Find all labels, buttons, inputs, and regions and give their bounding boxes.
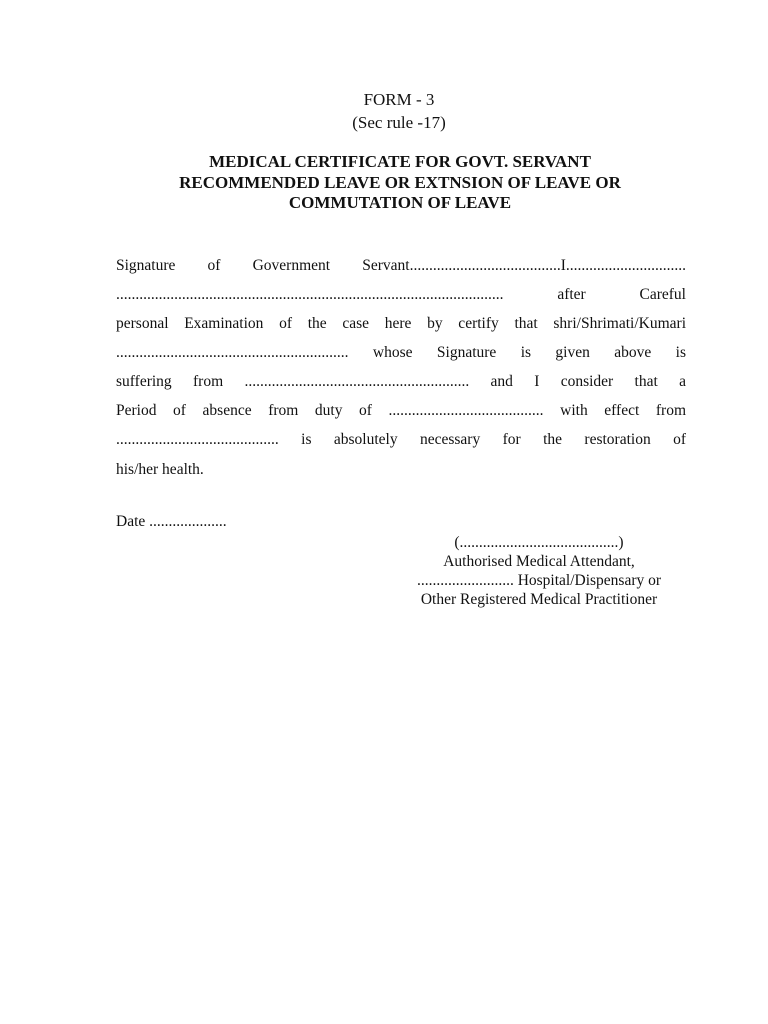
date-field: Date .................... [116,513,227,530]
practitioner-label: Other Registered Medical Practitioner [420,591,658,608]
hospital-label: ......................... Hospital/Dispensary or [416,572,662,589]
body-line-2: .................................................................................................... after Careful [116,286,686,303]
certificate-title [110,152,690,214]
body-line-7: .......................................... is absolutely necessary for the restoration of [116,431,686,448]
body-line-4: ............................................................ whose Signature is given above is [116,344,686,361]
title-line-3: COMMUTATION OF LEAVE [288,193,512,212]
body-line-6: Period of absence from duty of ........................................ with effect from [116,402,686,419]
section-rule: (Sec rule -17) [352,113,446,132]
body-line-3: personal Examination of the case here by certify that shri/Shrimati/Kumari [116,315,686,332]
signature-block [383,533,695,609]
body-line-5: suffering from .......................................................... and I consider that a [116,373,686,390]
signature-placeholder: (.........................................) [454,534,624,551]
body-line-8: his/her health. [116,461,204,478]
title-line-1: MEDICAL CERTIFICATE FOR GOVT. SERVANT [209,152,591,171]
title-line-2: RECOMMENDED LEAVE OR EXTNSION OF LEAVE OR [179,172,621,192]
form-number: FORM - 3 [363,90,435,109]
body-line-1: Signature of Government Servant.......................................I............................... [116,257,686,274]
attendant-label: Authorised Medical Attendant, [443,553,635,570]
